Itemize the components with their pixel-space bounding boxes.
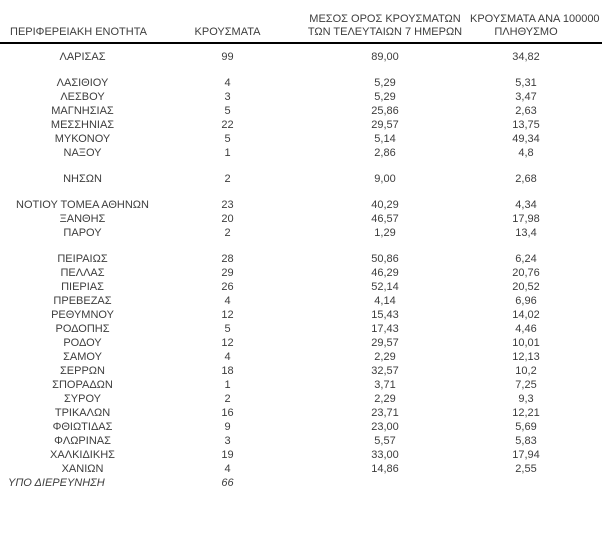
table-row xyxy=(0,448,610,462)
header-avg-7day-line2: ΤΩΝ ΤΕΛΕΥΤΑΙΩΝ 7 ΗΜΕΡΩΝ xyxy=(307,26,463,38)
per100k-cell: 13,4 xyxy=(515,227,537,239)
group-spacer xyxy=(0,240,610,252)
table-row xyxy=(0,392,610,406)
table-header xyxy=(0,13,602,44)
per100k-cell: 10,2 xyxy=(515,365,537,377)
avg7-cell: 1,29 xyxy=(374,227,396,239)
table-row xyxy=(0,76,610,90)
region-cell: ΠΕΛΛΑΣ xyxy=(60,267,105,279)
group-spacer xyxy=(0,64,610,76)
per100k-cell: 14,02 xyxy=(512,309,540,321)
per100k-cell: 49,34 xyxy=(512,133,540,145)
avg7-cell: 23,71 xyxy=(371,407,399,419)
avg7-cell: 17,43 xyxy=(371,323,399,335)
region-cell: ΦΘΙΩΤΙΔΑΣ xyxy=(52,421,113,433)
cases-cell: 5 xyxy=(224,105,231,117)
cases-cell: 5 xyxy=(224,323,231,335)
region-cell: ΠΙΕΡΙΑΣ xyxy=(61,281,104,293)
avg7-cell: 5,29 xyxy=(374,77,396,89)
per100k-cell: 20,76 xyxy=(512,267,540,279)
header-per-100k-line2: ΠΛΗΘΥΣΜΟ xyxy=(494,26,558,38)
cases-cell: 4 xyxy=(224,295,231,307)
header-avg-7day-line1: ΜΕΣΟΣ ΟΡΟΣ ΚΡΟΥΣΜΑΤΩΝ xyxy=(309,13,461,25)
per100k-cell: 17,94 xyxy=(512,449,540,461)
region-cell: ΛΑΣΙΘΙΟΥ xyxy=(56,77,109,89)
avg7-cell: 15,43 xyxy=(371,309,399,321)
region-cell: ΛΑΡΙΣΑΣ xyxy=(59,51,106,63)
per100k-cell: 6,96 xyxy=(515,295,537,307)
cases-cell: 99 xyxy=(221,51,234,63)
per100k-cell: 4,46 xyxy=(515,323,537,335)
region-cell: ΛΕΣΒΟΥ xyxy=(60,91,105,103)
region-cell: ΡΕΘΥΜΝΟΥ xyxy=(51,309,114,321)
per100k-cell: 2,63 xyxy=(515,105,537,117)
table-row xyxy=(0,420,610,434)
header-avg-7day xyxy=(270,13,470,39)
avg7-cell: 5,57 xyxy=(374,435,396,447)
avg7-cell: 89,00 xyxy=(371,51,399,63)
table-row xyxy=(0,104,610,118)
table-row xyxy=(0,280,610,294)
cases-cell: 4 xyxy=(224,351,231,363)
table-row xyxy=(0,252,610,266)
cases-cell: 9 xyxy=(224,421,231,433)
table-row xyxy=(0,172,610,186)
header-cases xyxy=(185,26,270,39)
region-cell: ΜΑΓΝΗΣΙΑΣ xyxy=(51,105,114,117)
avg7-cell: 2,29 xyxy=(374,393,396,405)
table-row xyxy=(0,132,610,146)
cases-cell: 4 xyxy=(224,463,231,475)
table-row xyxy=(0,462,610,476)
per100k-cell: 9,3 xyxy=(518,393,534,405)
table-row xyxy=(0,212,610,226)
avg7-cell: 46,29 xyxy=(371,267,399,279)
cases-cell: 2 xyxy=(224,227,231,239)
group-spacer xyxy=(0,186,610,198)
header-cases-label: ΚΡΟΥΣΜΑΤΑ xyxy=(194,26,261,38)
table-row xyxy=(0,146,610,160)
region-cell: ΦΛΩΡΙΝΑΣ xyxy=(54,435,111,447)
avg7-cell: 46,57 xyxy=(371,213,399,225)
header-region-unit xyxy=(0,26,185,39)
cases-cell: 5 xyxy=(224,133,231,145)
cases-cell: 4 xyxy=(224,77,231,89)
cases-cell: 1 xyxy=(224,379,231,391)
per100k-cell: 7,25 xyxy=(515,379,537,391)
table-row xyxy=(0,266,610,280)
per100k-cell: 34,82 xyxy=(512,51,540,63)
cases-cell: 12 xyxy=(221,309,234,321)
avg7-cell: 29,57 xyxy=(371,119,399,131)
avg7-cell: 33,00 xyxy=(371,449,399,461)
table-row xyxy=(0,364,610,378)
avg7-cell: 4,14 xyxy=(374,295,396,307)
avg7-cell: 14,86 xyxy=(371,463,399,475)
per100k-cell: 5,69 xyxy=(515,421,537,433)
avg7-cell: 50,86 xyxy=(371,253,399,265)
region-cell: ΡΟΔΟΠΗΣ xyxy=(55,323,110,335)
per100k-cell: 4,8 xyxy=(518,147,534,159)
cases-cell: 66 xyxy=(221,477,234,489)
cases-cell: 16 xyxy=(221,407,234,419)
per100k-cell: 12,21 xyxy=(512,407,540,419)
cases-cell: 3 xyxy=(224,435,231,447)
avg7-cell: 9,00 xyxy=(374,173,396,185)
region-cell: ΞΑΝΘΗΣ xyxy=(59,213,106,225)
header-per-100k-line1: ΚΡΟΥΣΜΑΤΑ ΑΝΑ 100000 xyxy=(470,13,600,25)
avg7-cell: 5,14 xyxy=(374,133,396,145)
table-row xyxy=(0,322,610,336)
avg7-cell: 5,29 xyxy=(374,91,396,103)
table-row xyxy=(0,350,610,364)
region-cell: ΠΕΙΡΑΙΩΣ xyxy=(57,253,108,265)
table-row xyxy=(0,50,610,64)
header-per-100k xyxy=(470,13,610,39)
region-cell: ΣΑΜΟΥ xyxy=(63,351,102,363)
region-cell: ΠΡΕΒΕΖΑΣ xyxy=(53,295,112,307)
region-cell: ΝΟΤΙΟΥ ΤΟΜΕΑ ΑΘΗΝΩΝ xyxy=(16,199,149,211)
avg7-cell: 2,29 xyxy=(374,351,396,363)
cases-cell: 23 xyxy=(221,199,234,211)
cases-cell: 22 xyxy=(221,119,234,131)
cases-cell: 20 xyxy=(221,213,234,225)
cases-cell: 19 xyxy=(221,449,234,461)
table-row xyxy=(0,90,610,104)
per100k-cell: 13,75 xyxy=(512,119,540,131)
region-cell: ΧΑΝΙΩΝ xyxy=(61,463,104,475)
table-row xyxy=(0,336,610,350)
region-cell: ΧΑΛΚΙΔΙΚΗΣ xyxy=(50,449,115,461)
region-cell: ΥΠΟ ΔΙΕΡΕΥΝΗΣΗ xyxy=(8,477,105,489)
region-cell: ΜΥΚΟΝΟΥ xyxy=(54,133,111,145)
region-cell: ΣΥΡΟΥ xyxy=(63,393,101,405)
table-row xyxy=(0,434,610,448)
region-cell: ΝΗΣΩΝ xyxy=(63,173,102,185)
per100k-cell: 6,24 xyxy=(515,253,537,265)
per100k-cell: 12,13 xyxy=(512,351,540,363)
per100k-cell: 5,31 xyxy=(515,77,537,89)
cases-cell: 29 xyxy=(221,267,234,279)
table-row xyxy=(0,226,610,240)
group-spacer xyxy=(0,160,610,172)
avg7-cell: 2,86 xyxy=(374,147,396,159)
table-row xyxy=(0,378,610,392)
region-cell: ΠΑΡΟΥ xyxy=(63,227,102,239)
avg7-cell: 29,57 xyxy=(371,337,399,349)
region-cell: ΣΠΟΡΑΔΩΝ xyxy=(52,379,113,391)
header-region-unit-label: ΠΕΡΙΦΕΡΕΙΑΚΗ ΕΝΟΤΗΤΑ xyxy=(10,26,147,38)
cases-cell: 18 xyxy=(221,365,234,377)
cases-cell: 12 xyxy=(221,337,234,349)
avg7-cell: 52,14 xyxy=(371,281,399,293)
per100k-cell: 10,01 xyxy=(512,337,540,349)
cases-cell: 26 xyxy=(221,281,234,293)
cases-cell: 3 xyxy=(224,91,231,103)
per100k-cell: 17,98 xyxy=(512,213,540,225)
region-cell: ΝΑΞΟΥ xyxy=(63,147,102,159)
avg7-cell: 40,29 xyxy=(371,199,399,211)
region-cell: ΤΡΙΚΑΛΩΝ xyxy=(54,407,111,419)
per100k-cell: 2,55 xyxy=(515,463,537,475)
table-row xyxy=(0,406,610,420)
per100k-cell: 3,47 xyxy=(515,91,537,103)
table-row xyxy=(0,476,610,490)
avg7-cell: 25,86 xyxy=(371,105,399,117)
table-body xyxy=(0,44,610,490)
per100k-cell: 20,52 xyxy=(512,281,540,293)
per100k-cell: 5,83 xyxy=(515,435,537,447)
cases-cell: 2 xyxy=(224,173,231,185)
region-cell: ΣΕΡΡΩΝ xyxy=(60,365,105,377)
table-row xyxy=(0,294,610,308)
table-row xyxy=(0,118,610,132)
region-cell: ΜΕΣΣΗΝΙΑΣ xyxy=(50,119,115,131)
avg7-cell: 3,71 xyxy=(374,379,396,391)
avg7-cell: 23,00 xyxy=(371,421,399,433)
region-cell: ΡΟΔΟΥ xyxy=(63,337,102,349)
per100k-cell: 4,34 xyxy=(515,199,537,211)
avg7-cell: 32,57 xyxy=(371,365,399,377)
per100k-cell: 2,68 xyxy=(515,173,537,185)
table-row xyxy=(0,198,610,212)
table-row xyxy=(0,308,610,322)
cases-cell: 2 xyxy=(224,393,231,405)
cases-cell: 28 xyxy=(221,253,234,265)
cases-cell: 1 xyxy=(224,147,231,159)
